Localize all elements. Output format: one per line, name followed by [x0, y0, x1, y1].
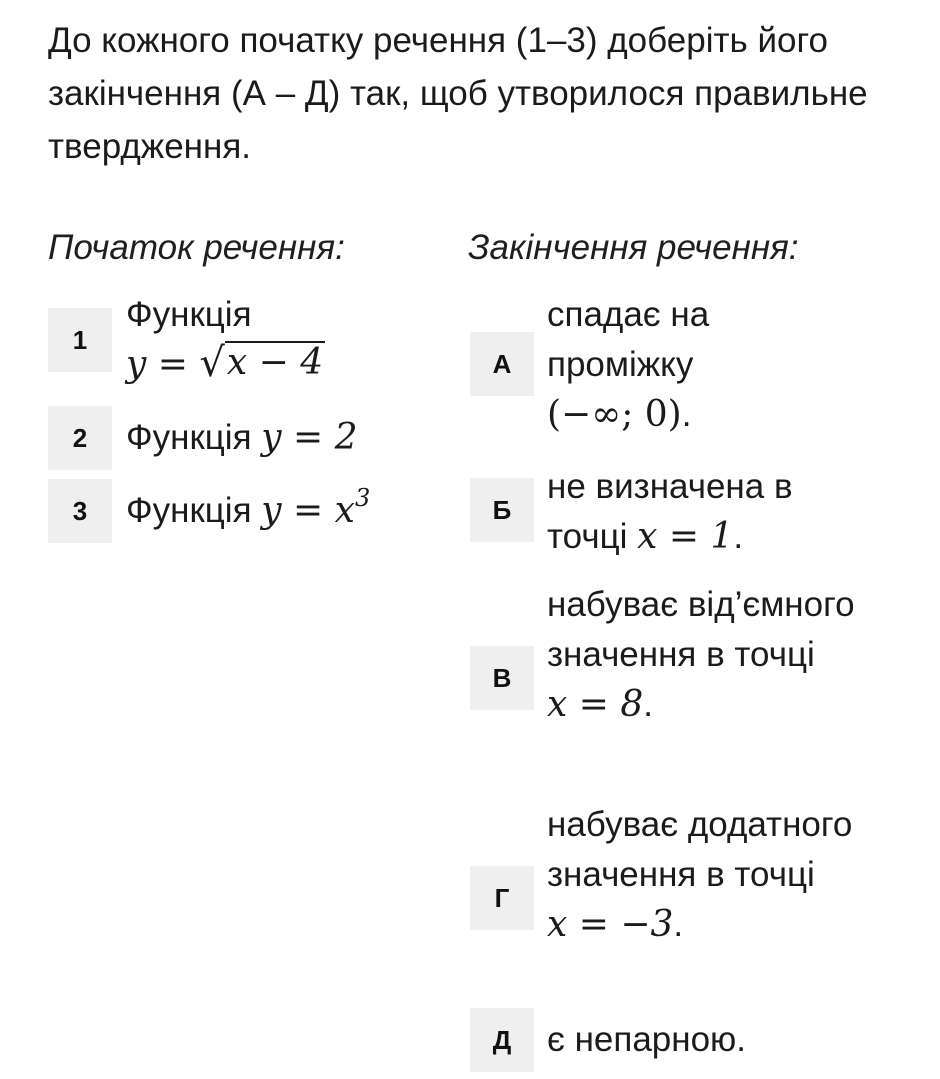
ending-period: .: [673, 905, 684, 944]
sqrt-radical-icon: √: [199, 340, 225, 386]
ending-formula: x = 1: [637, 516, 734, 557]
ending-item-g[interactable]: [470, 800, 887, 950]
ending-item-b[interactable]: [470, 462, 867, 562]
formula-exponent: 3: [354, 484, 371, 512]
beginning-formula: [261, 484, 371, 531]
ending-item-v[interactable]: [470, 580, 887, 730]
beginning-formula: [126, 340, 325, 390]
ending-label: Г: [470, 866, 534, 930]
ending-text: [547, 290, 767, 440]
ending-description: спадає на проміжку: [547, 295, 710, 384]
beginning-item-3[interactable]: [48, 479, 370, 543]
ending-period: .: [733, 517, 744, 556]
beginning-label: 2: [48, 406, 112, 470]
ending-text: [547, 800, 887, 950]
ending-label: Б: [470, 478, 534, 542]
beginning-label: 1: [48, 308, 112, 372]
beginnings-heading: Початок речення:: [48, 228, 345, 267]
beginning-text: [126, 486, 370, 536]
ending-item-d[interactable]: [470, 1008, 746, 1072]
beginning-word: Функція: [126, 491, 252, 530]
ending-label: Д: [470, 1008, 534, 1072]
ending-description: набуває додатного значення в точці: [547, 805, 853, 894]
ending-description: не визначена в точці: [547, 467, 793, 556]
beginning-label: 3: [48, 479, 112, 543]
ending-label: А: [470, 332, 534, 396]
ending-text: [547, 462, 867, 562]
beginning-word: Функція: [126, 295, 252, 334]
beginning-text: [126, 413, 358, 463]
ending-text: [547, 1015, 746, 1065]
ending-text: [547, 580, 887, 730]
ending-label: В: [470, 646, 534, 710]
endings-heading: Закінчення речення:: [468, 228, 799, 267]
beginning-formula: y = 2: [261, 417, 358, 458]
beginning-item-2[interactable]: [48, 406, 358, 470]
beginning-word: Функція: [126, 418, 252, 457]
ending-formula: x = 8: [547, 684, 644, 725]
formula-lhs: y =: [126, 344, 200, 385]
task-instruction: До кожного початку речення (1–3) доберіть його закінчення (А – Д) так, щоб утворилося правильне твердження.: [48, 21, 868, 166]
sqrt-expression: [199, 340, 325, 386]
radicand: x − 4: [226, 342, 324, 383]
formula-base: y = x: [261, 490, 355, 531]
ending-period: .: [643, 685, 653, 724]
beginning-text: [126, 290, 325, 390]
beginning-item-1[interactable]: [48, 290, 325, 390]
ending-item-a[interactable]: [470, 290, 767, 440]
ending-description: набуває від’ємного значення в точці: [547, 585, 855, 674]
ending-description: є непарною.: [547, 1020, 747, 1059]
ending-formula: (−∞; 0): [547, 394, 682, 435]
ending-formula: x = −3: [547, 904, 674, 945]
ending-period: .: [681, 395, 692, 434]
